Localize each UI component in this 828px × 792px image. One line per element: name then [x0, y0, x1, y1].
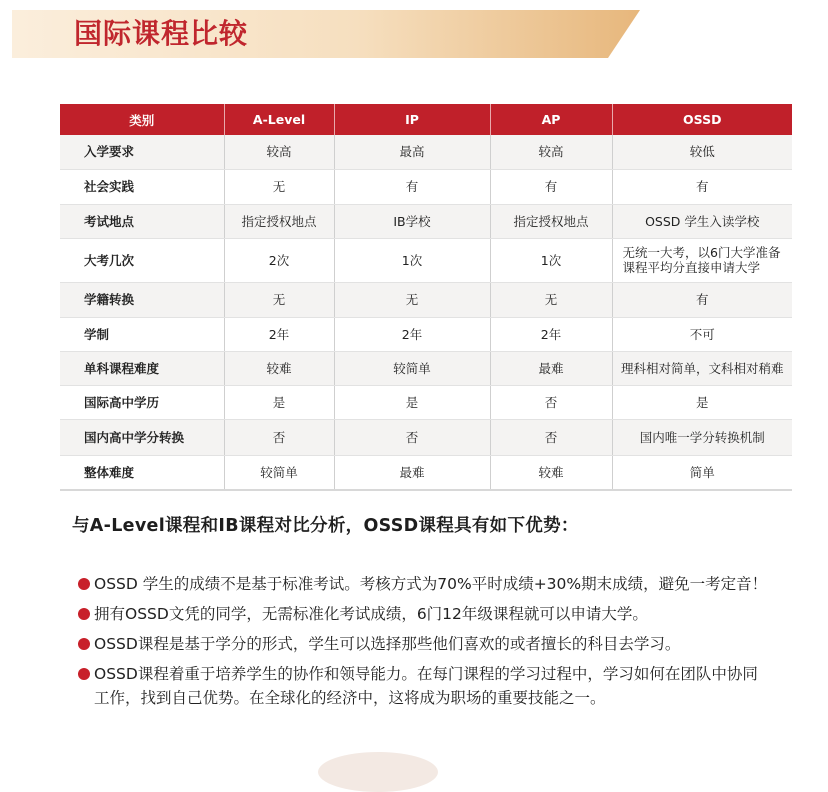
comparison-table-container: [60, 104, 792, 491]
table-row: [60, 135, 792, 169]
bullet-dot-icon: [78, 668, 90, 680]
table-cell: 是: [334, 385, 490, 419]
table-row: [60, 317, 792, 351]
analysis-title: 与A-Level课程和IB课程对比分析，OSSD课程具有如下优势：: [72, 516, 579, 536]
table-cell: 无: [224, 282, 334, 317]
table-row: [60, 169, 792, 204]
header-category: 类别: [60, 104, 224, 135]
bullet-dot-icon: [78, 578, 90, 590]
table-cell: 有: [612, 169, 792, 204]
row-label: 大考几次: [60, 238, 224, 282]
list-item: [78, 632, 768, 656]
list-item: [78, 572, 768, 596]
row-label: 学籍转换: [60, 282, 224, 317]
list-item-text: 拥有OSSD文凭的同学，无需标准化考试成绩，6门12年级课程就可以申请大学。: [94, 605, 648, 623]
header-ap: AP: [490, 104, 612, 135]
list-item: [78, 662, 768, 710]
table-row: [60, 351, 792, 385]
table-cell: 无: [224, 169, 334, 204]
header-ossd: OSSD: [612, 104, 792, 135]
table-cell: 简单: [612, 455, 792, 490]
header-alevel: A-Level: [224, 104, 334, 135]
table-cell: 指定授权地点: [490, 204, 612, 238]
table-row: [60, 238, 792, 282]
row-label: 国际高中学历: [60, 385, 224, 419]
table-cell: 否: [224, 419, 334, 455]
table-cell: IB学校: [334, 204, 490, 238]
table-cell: 有: [612, 282, 792, 317]
row-label: 单科课程难度: [60, 351, 224, 385]
table-cell: 较高: [490, 135, 612, 169]
list-item-text: OSSD课程着重于培养学生的协作和领导能力。在每门课程的学习过程中，学习如何在团队中协同工作，找到自己优势。在全球化的经济中，这将成为职场的重要技能之一。: [94, 665, 758, 707]
comparison-table: [60, 104, 792, 491]
table-cell: 2年: [224, 317, 334, 351]
list-item-text: OSSD课程是基于学分的形式，学生可以选择那些他们喜欢的或者擅长的科目去学习。: [94, 635, 681, 653]
table-cell: 否: [490, 385, 612, 419]
table-cell: 最难: [334, 455, 490, 490]
table-cell: 是: [612, 385, 792, 419]
advantages-list: [78, 572, 768, 716]
table-cell: 无统一大考，以6门大学准备课程平均分直接申请大学: [612, 238, 792, 282]
table-cell: 指定授权地点: [224, 204, 334, 238]
page-title: 国际课程比较: [74, 17, 249, 50]
table-row: [60, 282, 792, 317]
row-label: 学制: [60, 317, 224, 351]
row-label: 入学要求: [60, 135, 224, 169]
table-cell: 是: [224, 385, 334, 419]
row-label: 国内高中学分转换: [60, 419, 224, 455]
table-cell: 否: [490, 419, 612, 455]
table-cell: 较简单: [224, 455, 334, 490]
header-ip: IP: [334, 104, 490, 135]
table-cell: 无: [490, 282, 612, 317]
table-row: [60, 385, 792, 419]
table-header-row: [60, 104, 792, 135]
table-cell: 1次: [334, 238, 490, 282]
list-item: [78, 602, 768, 626]
table-cell: 不可: [612, 317, 792, 351]
table-row: [60, 204, 792, 238]
table-cell: 较高: [224, 135, 334, 169]
row-label: 考试地点: [60, 204, 224, 238]
table-cell: 理科相对简单，文科相对稍难: [612, 351, 792, 385]
table-cell: 最高: [334, 135, 490, 169]
table-cell: 否: [334, 419, 490, 455]
row-label: 社会实践: [60, 169, 224, 204]
decorative-shape: [318, 752, 438, 792]
table-cell: 无: [334, 282, 490, 317]
table-cell: 较简单: [334, 351, 490, 385]
table-cell: 2年: [334, 317, 490, 351]
table-cell: 有: [334, 169, 490, 204]
row-label: 整体难度: [60, 455, 224, 490]
list-item-text: OSSD 学生的成绩不是基于标准考试。考核方式为70%平时成绩+30%期末成绩，避免一考定音！: [94, 575, 768, 593]
table-cell: 最难: [490, 351, 612, 385]
table-cell: 2年: [490, 317, 612, 351]
bullet-dot-icon: [78, 608, 90, 620]
table-cell: 2次: [224, 238, 334, 282]
table-cell: 较低: [612, 135, 792, 169]
table-row: [60, 419, 792, 455]
table-row: [60, 455, 792, 490]
table-cell: OSSD 学生入读学校: [612, 204, 792, 238]
table-cell: 有: [490, 169, 612, 204]
table-cell: 1次: [490, 238, 612, 282]
table-cell: 较难: [490, 455, 612, 490]
table-cell: 较难: [224, 351, 334, 385]
title-banner: [12, 10, 640, 58]
bullet-dot-icon: [78, 638, 90, 650]
table-cell: 国内唯一学分转换机制: [612, 419, 792, 455]
